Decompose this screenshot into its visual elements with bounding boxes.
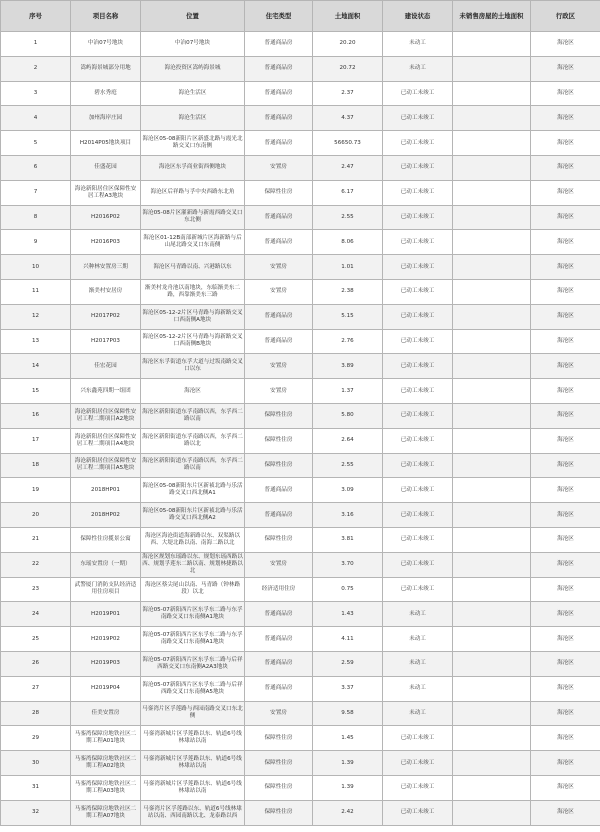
cell-unsold-land-area — [453, 255, 531, 280]
cell-district: 海沧区 — [531, 701, 600, 726]
cell-unsold-land-area — [453, 32, 531, 57]
cell-housing-type: 保障性住房 — [245, 775, 313, 800]
cell-land-area: 5.15 — [313, 304, 383, 329]
cell-land-area: 1.45 — [313, 726, 383, 751]
cell-housing-type: 安置房 — [245, 701, 313, 726]
cell-unsold-land-area — [453, 304, 531, 329]
cell-unsold-land-area — [453, 379, 531, 404]
cell-housing-type: 普通商品房 — [245, 627, 313, 652]
cell-project-name: 中冶07号地块 — [71, 32, 141, 57]
cell-location: 海沧05-07新阳西片区东孚东二路与后祥西路交叉口东南侧A2A3地块 — [141, 651, 245, 676]
table-header-row — [1, 1, 600, 32]
cell-index: 23 — [1, 577, 71, 602]
cell-housing-type: 安置房 — [245, 155, 313, 180]
cell-construction-status: 已动工未竣工 — [383, 428, 453, 453]
cell-housing-type: 安置房 — [245, 379, 313, 404]
cell-land-area: 9.58 — [313, 701, 383, 726]
cell-location: 海沧05-07新阳西片区东孚东二路与东孚南路交叉口东南侧A1地块 — [141, 627, 245, 652]
cell-district: 海沧区 — [531, 775, 600, 800]
cell-land-area: 3.81 — [313, 527, 383, 552]
cell-construction-status: 已动工未竣工 — [383, 527, 453, 552]
cell-index: 30 — [1, 751, 71, 776]
table-row — [1, 56, 600, 81]
cell-land-area: 2.76 — [313, 329, 383, 354]
cell-index: 1 — [1, 32, 71, 57]
cell-housing-type: 保障性住房 — [245, 527, 313, 552]
cell-unsold-land-area — [453, 155, 531, 180]
cell-land-area: 1.37 — [313, 379, 383, 404]
cell-unsold-land-area — [453, 577, 531, 602]
table-row — [1, 155, 600, 180]
cell-index: 14 — [1, 354, 71, 379]
cell-project-name: 武警厦门消防支队经济适用住房项目 — [71, 577, 141, 602]
cell-project-name: 嵩屿海景城部分用地 — [71, 56, 141, 81]
cell-land-area: 20.20 — [313, 32, 383, 57]
cell-construction-status: 已动工未竣工 — [383, 453, 453, 478]
cell-housing-type: 保障性住房 — [245, 453, 313, 478]
cell-construction-status: 未动工 — [383, 602, 453, 627]
table-row — [1, 478, 600, 503]
cell-district: 海沧区 — [531, 304, 600, 329]
cell-unsold-land-area — [453, 726, 531, 751]
table-row — [1, 329, 600, 354]
cell-land-area: 3.89 — [313, 354, 383, 379]
table-row — [1, 131, 600, 156]
cell-unsold-land-area — [453, 701, 531, 726]
cell-construction-status: 已动工未竣工 — [383, 354, 453, 379]
cell-land-area: 20.72 — [313, 56, 383, 81]
table-row — [1, 354, 600, 379]
cell-index: 7 — [1, 180, 71, 205]
cell-district: 海沧区 — [531, 329, 600, 354]
cell-index: 15 — [1, 379, 71, 404]
cell-district: 海沧区 — [531, 751, 600, 776]
cell-project-name: 海沧新阳居住区保障性安居工程二期项目A4地块 — [71, 428, 141, 453]
cell-construction-status: 未动工 — [383, 701, 453, 726]
cell-unsold-land-area — [453, 403, 531, 428]
cell-index: 25 — [1, 627, 71, 652]
cell-project-name: 渐美村安居房 — [71, 279, 141, 304]
header-housing-type: 住宅类型 — [245, 1, 313, 32]
header-unsold-land-area: 未销售房屋的土地面积 — [453, 1, 531, 32]
cell-construction-status: 已动工未竣工 — [383, 180, 453, 205]
cell-location: 中冶07号地块 — [141, 32, 245, 57]
cell-location: 马銮湾片区孚莲路以东、轨道6号线林埭站以南、西园南路以北、龙泰路以西 — [141, 800, 245, 825]
cell-district: 海沧区 — [531, 279, 600, 304]
cell-location: 海沧区新阳街道东孚南路以西，东孚西二路以南 — [141, 403, 245, 428]
table-row — [1, 106, 600, 131]
cell-construction-status: 未动工 — [383, 56, 453, 81]
cell-index: 2 — [1, 56, 71, 81]
cell-project-name: 佳盛花园 — [71, 155, 141, 180]
table-row — [1, 751, 600, 776]
cell-land-area: 8.06 — [313, 230, 383, 255]
cell-location: 海沧区海沧街道海新路以东、双渠路以西、大堤北路以南、南海二路以北 — [141, 527, 245, 552]
cell-unsold-land-area — [453, 230, 531, 255]
cell-construction-status: 已动工未竣工 — [383, 106, 453, 131]
cell-unsold-land-area — [453, 279, 531, 304]
cell-land-area: 2.47 — [313, 155, 383, 180]
cell-index: 4 — [1, 106, 71, 131]
cell-housing-type: 普通商品房 — [245, 56, 313, 81]
cell-land-area: 0.75 — [313, 577, 383, 602]
cell-district: 海沧区 — [531, 32, 600, 57]
cell-district: 海沧区 — [531, 676, 600, 701]
cell-housing-type: 保障性住房 — [245, 180, 313, 205]
cell-index: 10 — [1, 255, 71, 280]
cell-construction-status: 已动工未竣工 — [383, 403, 453, 428]
cell-location: 海沧区新阳街道东孚南路以西，东孚西二路以南 — [141, 453, 245, 478]
table-row — [1, 304, 600, 329]
cell-index: 16 — [1, 403, 71, 428]
cell-land-area: 4.37 — [313, 106, 383, 131]
cell-construction-status: 已动工未竣工 — [383, 131, 453, 156]
table-row — [1, 701, 600, 726]
table-row — [1, 205, 600, 230]
cell-project-name: 海沧新阳居住区保障性安居工程A3地块 — [71, 180, 141, 205]
cell-location: 海沧05-08片区灌新路与新霞西路交叉口东北侧 — [141, 205, 245, 230]
cell-index: 8 — [1, 205, 71, 230]
table-row — [1, 800, 600, 825]
cell-housing-type: 普通商品房 — [245, 205, 313, 230]
cell-district: 海沧区 — [531, 230, 600, 255]
cell-location: 马銮湾新城片区孚莲路以东、轨道6号线林埭站以南 — [141, 751, 245, 776]
cell-housing-type: 保障性住房 — [245, 726, 313, 751]
cell-unsold-land-area — [453, 602, 531, 627]
cell-index: 31 — [1, 775, 71, 800]
cell-district: 海沧区 — [531, 255, 600, 280]
cell-unsold-land-area — [453, 180, 531, 205]
cell-unsold-land-area — [453, 676, 531, 701]
cell-index: 19 — [1, 478, 71, 503]
cell-project-name: H2016P03 — [71, 230, 141, 255]
cell-project-name: 马銮湾保障房地铁社区二期工程A02地块 — [71, 751, 141, 776]
cell-land-area: 1.39 — [313, 775, 383, 800]
header-district: 行政区 — [531, 1, 600, 32]
cell-location: 海沧区 — [141, 379, 245, 404]
cell-district: 海沧区 — [531, 651, 600, 676]
cell-construction-status: 已动工未竣工 — [383, 255, 453, 280]
table-row — [1, 602, 600, 627]
cell-project-name: 2018HP01 — [71, 478, 141, 503]
cell-location: 马銮湾新城片区孚莲路以东、轨道6号线林埭站以南 — [141, 726, 245, 751]
cell-unsold-land-area — [453, 478, 531, 503]
cell-district: 海沧区 — [531, 81, 600, 106]
cell-project-name: H2016P02 — [71, 205, 141, 230]
cell-location: 渐美村龙舟池以南地块，东临渐美东二路，西靠渐美东三路 — [141, 279, 245, 304]
table-row — [1, 726, 600, 751]
table-row — [1, 81, 600, 106]
table-row — [1, 577, 600, 602]
table-row — [1, 651, 600, 676]
cell-unsold-land-area — [453, 329, 531, 354]
cell-housing-type: 普通商品房 — [245, 230, 313, 255]
cell-project-name: 碧水秀庭 — [71, 81, 141, 106]
cell-construction-status: 已动工未竣工 — [383, 503, 453, 528]
cell-construction-status: 已动工未竣工 — [383, 155, 453, 180]
table-row — [1, 32, 600, 57]
cell-location: 海沧区01-12B南部新城片区海新路与后山尾北路交叉口东南侧 — [141, 230, 245, 255]
cell-location: 马銮湾片区孚莲路与西园南路交叉口东北侧 — [141, 701, 245, 726]
cell-construction-status: 未动工 — [383, 32, 453, 57]
cell-index: 28 — [1, 701, 71, 726]
table-row — [1, 676, 600, 701]
table-row — [1, 453, 600, 478]
cell-construction-status: 未动工 — [383, 676, 453, 701]
cell-district: 海沧区 — [531, 453, 600, 478]
cell-construction-status: 已动工未竣工 — [383, 81, 453, 106]
cell-project-name: 保障性住房揽景公寓 — [71, 527, 141, 552]
cell-district: 海沧区 — [531, 354, 600, 379]
cell-unsold-land-area — [453, 503, 531, 528]
header-land-area: 土地面积 — [313, 1, 383, 32]
table-row — [1, 503, 600, 528]
cell-land-area: 1.01 — [313, 255, 383, 280]
table-row — [1, 230, 600, 255]
cell-land-area: 1.39 — [313, 751, 383, 776]
cell-project-name: 兴种林安置房三期 — [71, 255, 141, 280]
cell-district: 海沧区 — [531, 602, 600, 627]
cell-project-name: H2017P03 — [71, 329, 141, 354]
cell-index: 21 — [1, 527, 71, 552]
cell-land-area: 2.55 — [313, 453, 383, 478]
cell-land-area: 2.42 — [313, 800, 383, 825]
cell-housing-type: 普通商品房 — [245, 106, 313, 131]
cell-district: 海沧区 — [531, 403, 600, 428]
cell-district: 海沧区 — [531, 106, 600, 131]
cell-land-area: 1.43 — [313, 602, 383, 627]
cell-land-area: 2.55 — [313, 205, 383, 230]
cell-housing-type: 普通商品房 — [245, 503, 313, 528]
cell-district: 海沧区 — [531, 503, 600, 528]
cell-index: 22 — [1, 552, 71, 577]
cell-unsold-land-area — [453, 428, 531, 453]
cell-district: 海沧区 — [531, 478, 600, 503]
cell-construction-status: 已动工未竣工 — [383, 304, 453, 329]
cell-construction-status: 未动工 — [383, 627, 453, 652]
cell-location: 海沧生活区 — [141, 81, 245, 106]
cell-project-name: 加州海岸庄园 — [71, 106, 141, 131]
cell-land-area: 5.80 — [313, 403, 383, 428]
cell-index: 17 — [1, 428, 71, 453]
cell-index: 6 — [1, 155, 71, 180]
cell-project-name: 东瑶安置房（一期） — [71, 552, 141, 577]
cell-housing-type: 普通商品房 — [245, 81, 313, 106]
cell-land-area: 2.38 — [313, 279, 383, 304]
cell-housing-type: 安置房 — [245, 279, 313, 304]
cell-housing-type: 安置房 — [245, 255, 313, 280]
cell-district: 海沧区 — [531, 800, 600, 825]
cell-construction-status: 已动工未竣工 — [383, 726, 453, 751]
cell-district: 海沧区 — [531, 627, 600, 652]
cell-construction-status: 已动工未竣工 — [383, 279, 453, 304]
table-row — [1, 180, 600, 205]
cell-district: 海沧区 — [531, 205, 600, 230]
table-row — [1, 379, 600, 404]
header-index: 序号 — [1, 1, 71, 32]
cell-unsold-land-area — [453, 800, 531, 825]
cell-housing-type: 普通商品房 — [245, 602, 313, 627]
cell-land-area: 56650.73 — [313, 131, 383, 156]
cell-unsold-land-area — [453, 205, 531, 230]
cell-location: 海沧区05-08新阳片区新盛北路与霞光北路交叉口东南侧 — [141, 131, 245, 156]
cell-project-name: H2019P04 — [71, 676, 141, 701]
cell-land-area: 3.37 — [313, 676, 383, 701]
cell-land-area: 2.59 — [313, 651, 383, 676]
cell-index: 32 — [1, 800, 71, 825]
cell-project-name: H2019P01 — [71, 602, 141, 627]
cell-index: 5 — [1, 131, 71, 156]
table-row — [1, 255, 600, 280]
cell-location: 海沧投资区嵩屿海景城 — [141, 56, 245, 81]
cell-location: 海沧区马青路以南、兴港路以东 — [141, 255, 245, 280]
cell-location: 海沧05-07新阳西片区东孚东二路与后祥西路交叉口东南侧A5地块 — [141, 676, 245, 701]
cell-unsold-land-area — [453, 81, 531, 106]
cell-district: 海沧区 — [531, 56, 600, 81]
cell-construction-status: 已动工未竣工 — [383, 751, 453, 776]
cell-unsold-land-area — [453, 527, 531, 552]
cell-district: 海沧区 — [531, 428, 600, 453]
cell-construction-status: 未动工 — [383, 651, 453, 676]
cell-construction-status: 已动工未竣工 — [383, 379, 453, 404]
cell-location: 海沧05-07新阳西片区东孚东二路与东孚南路交叉口东南侧A1地块 — [141, 602, 245, 627]
cell-project-name: 2018HP02 — [71, 503, 141, 528]
cell-index: 24 — [1, 602, 71, 627]
cell-unsold-land-area — [453, 552, 531, 577]
cell-construction-status: 已动工未竣工 — [383, 230, 453, 255]
cell-housing-type: 普通商品房 — [245, 32, 313, 57]
cell-unsold-land-area — [453, 106, 531, 131]
cell-construction-status: 已动工未竣工 — [383, 329, 453, 354]
cell-unsold-land-area — [453, 751, 531, 776]
cell-location: 马銮湾新城片区孚莲路以东、轨道6号线林埭站以南 — [141, 775, 245, 800]
cell-index: 27 — [1, 676, 71, 701]
cell-location: 海沧区05-12-2片区马青路与海新路交叉口西南侧B地块 — [141, 329, 245, 354]
cell-location: 海沧生活区 — [141, 106, 245, 131]
cell-district: 海沧区 — [531, 131, 600, 156]
cell-housing-type: 普通商品房 — [245, 651, 313, 676]
cell-project-name: H2019P02 — [71, 627, 141, 652]
cell-construction-status: 已动工未竣工 — [383, 775, 453, 800]
cell-land-area: 6.17 — [313, 180, 383, 205]
cell-land-area: 2.64 — [313, 428, 383, 453]
header-project-name: 项目名称 — [71, 1, 141, 32]
cell-index: 11 — [1, 279, 71, 304]
table-row — [1, 403, 600, 428]
cell-index: 20 — [1, 503, 71, 528]
cell-district: 海沧区 — [531, 180, 600, 205]
cell-land-area: 3.70 — [313, 552, 383, 577]
cell-location: 海沧区05-08新阳东片区新祯北路与乐活路交叉口西北侧A2 — [141, 503, 245, 528]
cell-construction-status: 已动工未竣工 — [383, 800, 453, 825]
cell-index: 3 — [1, 81, 71, 106]
cell-project-name: 马銮湾保障房地铁社区二期工程A01地块 — [71, 726, 141, 751]
cell-project-name: 马銮湾保障房地铁社区二期工程A03地块 — [71, 775, 141, 800]
cell-project-name: H2017P02 — [71, 304, 141, 329]
cell-project-name: 佳美安置房 — [71, 701, 141, 726]
cell-housing-type: 安置房 — [245, 354, 313, 379]
cell-unsold-land-area — [453, 651, 531, 676]
cell-location: 海沧区东孚商业街西侧地块 — [141, 155, 245, 180]
cell-construction-status: 已动工未竣工 — [383, 552, 453, 577]
cell-unsold-land-area — [453, 131, 531, 156]
cell-project-name: 海沧新阳居住区保障性安居工程二期项目A2地块 — [71, 403, 141, 428]
cell-project-name: 马銮湾保障房地铁社区二期工程A07地块 — [71, 800, 141, 825]
header-construction-status: 建设状态 — [383, 1, 453, 32]
cell-housing-type: 普通商品房 — [245, 304, 313, 329]
cell-project-name: 佳宏花园 — [71, 354, 141, 379]
cell-index: 9 — [1, 230, 71, 255]
cell-unsold-land-area — [453, 775, 531, 800]
cell-unsold-land-area — [453, 354, 531, 379]
cell-index: 26 — [1, 651, 71, 676]
table-row — [1, 279, 600, 304]
cell-location: 海沧区东孚街道东孚大道与过坂南路交叉口以东 — [141, 354, 245, 379]
cell-land-area: 2.37 — [313, 81, 383, 106]
table-row — [1, 552, 600, 577]
cell-location: 海沧区蔡尖尾山以南、马青路（钟林路段）以北 — [141, 577, 245, 602]
header-location: 位置 — [141, 1, 245, 32]
cell-index: 29 — [1, 726, 71, 751]
cell-index: 13 — [1, 329, 71, 354]
cell-district: 海沧区 — [531, 552, 600, 577]
cell-location: 海沧区后祥路与孚中央西路东北角 — [141, 180, 245, 205]
cell-unsold-land-area — [453, 453, 531, 478]
cell-district: 海沧区 — [531, 726, 600, 751]
cell-project-name: 海沧新阳居住区保障性安居工程二期项目A5地块 — [71, 453, 141, 478]
cell-unsold-land-area — [453, 627, 531, 652]
cell-index: 18 — [1, 453, 71, 478]
table-row — [1, 428, 600, 453]
cell-project-name: H2014P05地块项目 — [71, 131, 141, 156]
cell-district: 海沧区 — [531, 527, 600, 552]
table-row — [1, 775, 600, 800]
cell-unsold-land-area — [453, 56, 531, 81]
cell-construction-status: 已动工未竣工 — [383, 205, 453, 230]
cell-housing-type: 普通商品房 — [245, 329, 313, 354]
cell-project-name: 兴东鑫苑四期一组团 — [71, 379, 141, 404]
cell-housing-type: 安置房 — [245, 552, 313, 577]
cell-housing-type: 保障性住房 — [245, 403, 313, 428]
cell-land-area: 4.11 — [313, 627, 383, 652]
cell-project-name: H2019P03 — [71, 651, 141, 676]
cell-district: 海沧区 — [531, 379, 600, 404]
cell-district: 海沧区 — [531, 577, 600, 602]
cell-housing-type: 经济适用住房 — [245, 577, 313, 602]
cell-location: 海沧区新阳街道东孚南路以西，东孚西二路以北 — [141, 428, 245, 453]
cell-location: 海沧区规划东瑶路以东、规划东瑶西路以西、规划孚莲东二路以南、规划林捷路以北 — [141, 552, 245, 577]
cell-housing-type: 保障性住房 — [245, 428, 313, 453]
cell-index: 12 — [1, 304, 71, 329]
cell-district: 海沧区 — [531, 155, 600, 180]
cell-land-area: 3.16 — [313, 503, 383, 528]
cell-housing-type: 普通商品房 — [245, 478, 313, 503]
cell-construction-status: 已动工未竣工 — [383, 577, 453, 602]
cell-housing-type: 普通商品房 — [245, 131, 313, 156]
cell-housing-type: 保障性住房 — [245, 800, 313, 825]
cell-location: 海沧区05-08新阳东片区新祯北路与乐活路交叉口西北侧A1 — [141, 478, 245, 503]
cell-housing-type: 保障性住房 — [245, 751, 313, 776]
table-row — [1, 527, 600, 552]
cell-land-area: 3.09 — [313, 478, 383, 503]
cell-construction-status: 已动工未竣工 — [383, 478, 453, 503]
table-row — [1, 627, 600, 652]
cell-location: 海沧区05-12-2片区马青路与海新路交叉口西南侧A地块 — [141, 304, 245, 329]
cell-housing-type: 普通商品房 — [245, 676, 313, 701]
